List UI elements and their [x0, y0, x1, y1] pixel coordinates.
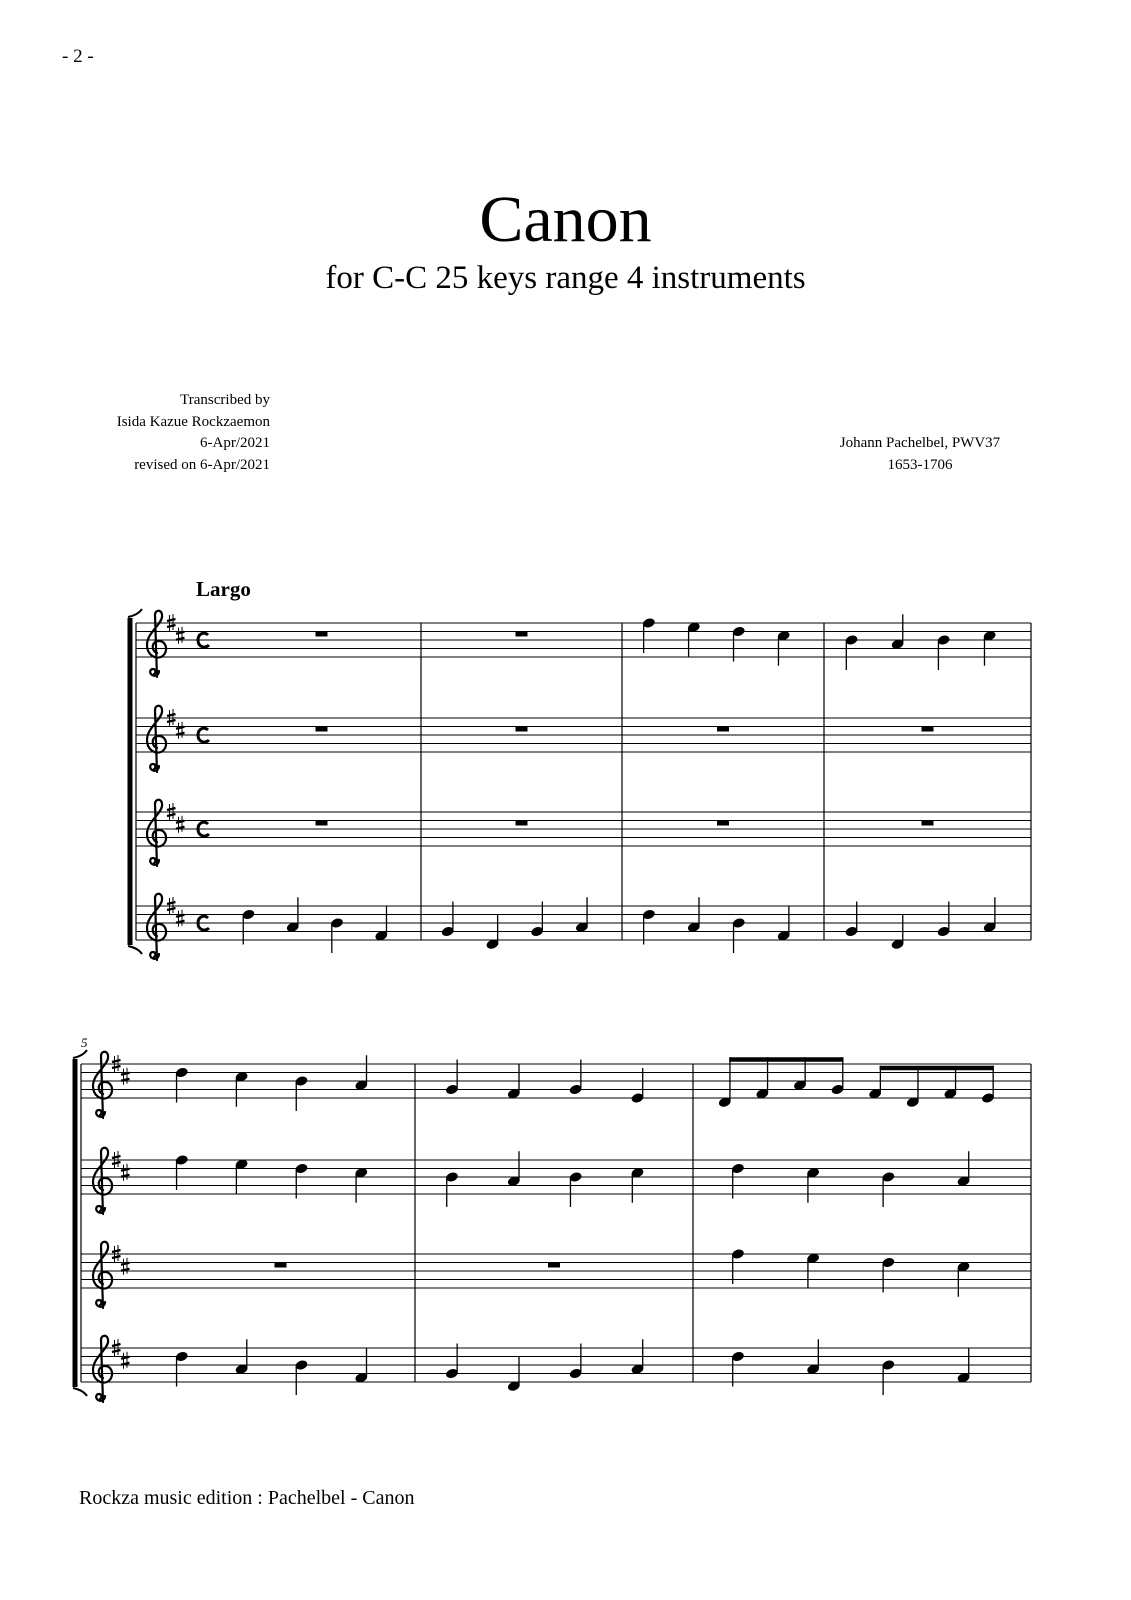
whole-rest — [316, 727, 328, 732]
sharp-stroke — [167, 714, 176, 716]
treble-clef-path — [147, 894, 166, 960]
sharp-stroke — [112, 1162, 121, 1164]
sharp-icon — [176, 816, 185, 833]
beam — [880, 1066, 994, 1071]
measure-5 — [275, 1263, 287, 1268]
measure-7 — [718, 1057, 995, 1108]
measure-1 — [316, 727, 328, 732]
treble-clef-path — [93, 1148, 112, 1214]
treble-clef-icon — [147, 894, 166, 960]
sharp-stroke — [121, 1269, 130, 1271]
measure-1 — [316, 821, 328, 826]
bracket-hook — [73, 1050, 87, 1058]
measure-2 — [516, 632, 528, 637]
measure-6 — [445, 1060, 645, 1105]
whole-rest — [717, 727, 729, 732]
treble-clef-path — [147, 611, 166, 677]
sharp-stroke — [167, 814, 176, 816]
whole-rest — [548, 1263, 560, 1268]
sharp-stroke — [176, 638, 185, 640]
treble-clef-path — [147, 800, 166, 866]
sharp-stroke — [121, 1357, 130, 1359]
beam — [729, 1057, 843, 1062]
bracket-hook — [73, 1388, 87, 1396]
sharp-icon — [121, 1352, 130, 1369]
staff-3 — [81, 1242, 1031, 1348]
measure-1 — [316, 632, 328, 637]
measure-6 — [548, 1263, 560, 1268]
measure-3 — [717, 821, 729, 826]
treble-clef-icon — [147, 706, 166, 772]
measure-2 — [516, 821, 528, 826]
sharp-stroke — [176, 821, 185, 823]
sharp-stroke — [121, 1263, 130, 1265]
sharp-icon — [176, 627, 185, 644]
staff-1 — [136, 611, 1031, 718]
sharp-stroke — [112, 1066, 121, 1068]
bracket-hook — [128, 946, 142, 954]
composer-name: Johann Pachelbel, PWV37 — [839, 435, 1001, 451]
sharp-stroke — [176, 915, 185, 917]
measure-4 — [844, 897, 996, 950]
whole-rest — [922, 727, 934, 732]
treble-clef-path — [93, 1336, 112, 1402]
whole-rest — [516, 632, 528, 637]
treble-clef-path — [93, 1242, 112, 1308]
transcription-date: 6-Apr/2021 — [200, 435, 270, 451]
revision-date: revised on 6-Apr/2021 — [134, 456, 270, 473]
sharp-icon — [121, 1068, 130, 1085]
treble-clef-icon — [147, 611, 166, 677]
sharp-stroke — [167, 720, 176, 722]
treble-clef-icon — [93, 1336, 112, 1402]
sharp-stroke — [121, 1363, 130, 1365]
sharp-stroke — [167, 902, 176, 904]
whole-rest — [316, 632, 328, 637]
sharp-stroke — [121, 1073, 130, 1075]
treble-clef-path — [93, 1052, 112, 1118]
sharp-stroke — [176, 827, 185, 829]
piece-subtitle: for C-C 25 keys range 4 instruments — [325, 260, 806, 296]
sharp-stroke — [112, 1350, 121, 1352]
sharp-stroke — [121, 1079, 130, 1081]
treble-clef-icon — [93, 1148, 112, 1214]
system-2 — [73, 1050, 1031, 1402]
sharp-icon — [176, 722, 185, 739]
sharp-stroke — [112, 1256, 121, 1258]
bracket-hook — [128, 609, 142, 617]
sharp-stroke — [167, 619, 176, 621]
sharp-stroke — [176, 727, 185, 729]
sharp-stroke — [167, 625, 176, 627]
sharp-icon — [121, 1258, 130, 1275]
sharp-stroke — [112, 1060, 121, 1062]
sharp-icon — [176, 910, 185, 927]
score-systems — [73, 609, 1031, 1402]
measure-number: 5 — [81, 1035, 88, 1050]
sharp-stroke — [176, 632, 185, 634]
measure-3 — [642, 617, 791, 666]
staff-4 — [136, 894, 1031, 960]
measure-4 — [922, 727, 934, 732]
piece-title: Canon — [479, 183, 652, 256]
page-number: - 2 - — [62, 46, 94, 67]
sharp-icon — [121, 1164, 130, 1181]
measure-3 — [717, 727, 729, 732]
sharp-stroke — [121, 1169, 130, 1171]
whole-rest — [275, 1263, 287, 1268]
measure-5 — [175, 1154, 369, 1203]
system-1 — [128, 609, 1031, 960]
treble-clef-icon — [147, 800, 166, 866]
treble-clef-path — [147, 706, 166, 772]
composer-dates: 1653-1706 — [887, 456, 953, 473]
sharp-stroke — [167, 808, 176, 810]
whole-rest — [516, 727, 528, 732]
measure-4 — [922, 821, 934, 826]
whole-rest — [516, 821, 528, 826]
staff-4 — [81, 1336, 1031, 1402]
tempo-marking: Largo — [196, 577, 251, 601]
treble-clef-icon — [93, 1242, 112, 1308]
whole-rest — [316, 821, 328, 826]
sharp-stroke — [176, 921, 185, 923]
whole-rest — [717, 821, 729, 826]
sharp-stroke — [176, 733, 185, 735]
measure-2 — [441, 897, 589, 950]
staff-2 — [136, 706, 1031, 812]
treble-clef-icon — [93, 1052, 112, 1118]
sharp-stroke — [121, 1175, 130, 1177]
measure-2 — [516, 727, 528, 732]
sharp-stroke — [112, 1250, 121, 1252]
staff-1 — [81, 1052, 1031, 1160]
transcriber-name: Isida Kazue Rockzaemon — [116, 413, 270, 430]
transcribed-by-label: Transcribed by — [180, 392, 270, 408]
staff-2 — [81, 1148, 1031, 1254]
staff-3 — [136, 800, 1031, 906]
sharp-stroke — [112, 1156, 121, 1158]
measure-6 — [445, 1339, 645, 1392]
whole-rest — [922, 821, 934, 826]
sharp-stroke — [167, 908, 176, 910]
sharp-stroke — [112, 1344, 121, 1346]
footer: Rockza music edition : Pachelbel - Canon — [79, 1487, 415, 1509]
measure-7 — [731, 1248, 971, 1297]
